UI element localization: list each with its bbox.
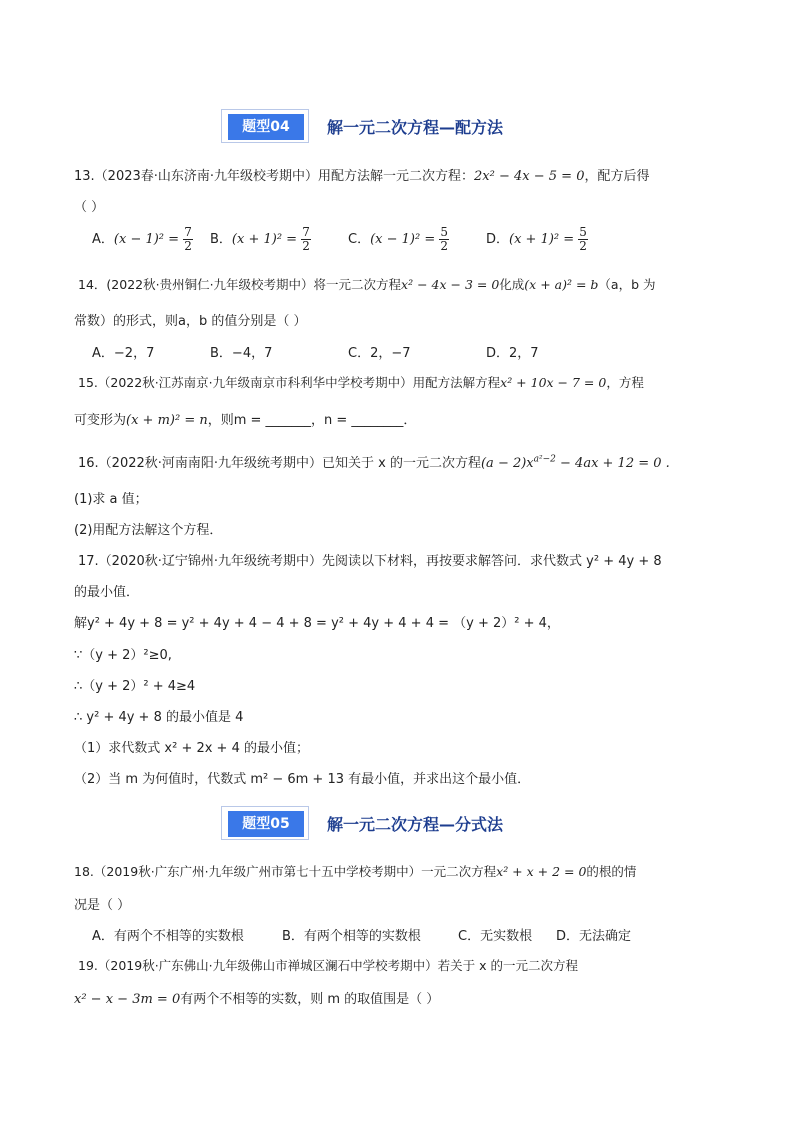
question-13-stem: 13.（2023春·山东济南·九年级校考期中）用配方法解一元二次方程：2x² − 4x − 5 = 0，配方后得 xyxy=(74,169,650,184)
question-17-sub1: （1）求代数式 x² + 2x + 4 的最小值； xyxy=(74,741,309,756)
question-18-line2: 况是（ ） xyxy=(74,898,131,913)
question-17-solution-2: ∵（y + 2）²≥0, xyxy=(74,648,172,663)
q18-option-b: B．有两个相等的实数根 xyxy=(282,929,421,944)
section-badge-label: 题型04 xyxy=(228,114,304,140)
q13-option-a: A．(x − 1)² = $\frac{7}{2}$ xyxy=(92,225,192,253)
q14-option-c: C．2，−7 xyxy=(348,346,411,361)
question-17-solution-1: 解y² + 4y + 8 = y² + 4y + 4 − 4 + 8 = y² + 4y + 4 + 4 = （y + 2）² + 4， xyxy=(74,616,560,631)
q18-option-a: A．有两个不相等的实数根 xyxy=(92,929,244,944)
question-17-sub2: （2）当 m 为何值时，代数式 m² − 6m + 13 有最小值，并求出这个最小值． xyxy=(74,772,531,787)
question-16-stem: 16.（2022秋·河南南阳·九年级统考期中）已知关于 x 的一元二次方程$(a - 2)x^{a^2-2} - 4ax + 12 = 0$ . xyxy=(78,454,670,471)
section-badge xyxy=(221,109,309,143)
question-14-line2: 常数）的形式，则a，b 的值分别是（ ） xyxy=(74,314,307,329)
question-13-paren: （ ） xyxy=(74,200,105,215)
question-17-stem: 17.（2020秋·辽宁锦州·九年级统考期中）先阅读以下材料，再按要求解答问．求代数式 y² + 4y + 8 xyxy=(78,554,662,569)
q14-option-d: D．2，7 xyxy=(486,346,539,361)
q14-option-a: A．−2，7 xyxy=(92,346,155,361)
question-17-solution-4: ∴ y² + 4y + 8 的最小值是 4 xyxy=(74,710,244,725)
q13-option-c: C．(x − 1)² = $\frac{5}{2}$ xyxy=(348,225,448,253)
q13-option-d: D．(x + 1)² = $\frac{5}{2}$ xyxy=(486,225,587,253)
question-14-stem: 14．(2022秋·贵州铜仁·九年级校考期中）将一元二次方程x² − 4x − 3 = 0化成(x + a)² = b（a，b 为 xyxy=(78,277,656,292)
section-title: 解一元二次方程—配方法 xyxy=(327,118,504,137)
q18-option-d: D．无法确定 xyxy=(556,929,632,944)
section-badge xyxy=(221,806,309,840)
section-banner-05 xyxy=(221,806,581,840)
section-banner-04 xyxy=(221,109,581,143)
q18-option-c: C．无实数根 xyxy=(458,929,533,944)
question-15-line2: 可变形为(x + m)² = n，则m = _______，n = ________． xyxy=(74,413,417,428)
section-title: 解一元二次方程—分式法 xyxy=(327,815,504,834)
question-16-sub2: (2)用配方法解这个方程． xyxy=(74,523,223,538)
question-16-sub1: (1)求 a 值； xyxy=(74,492,148,507)
question-15-stem: 15.（2022秋·江苏南京·九年级南京市科利华中学校考期中）用配方法解方程x² + 10x − 7 = 0，方程 xyxy=(78,375,644,390)
question-19-stem: 19.（2019秋·广东佛山·九年级佛山市禅城区澜石中学校考期中）若关于 x 的一元二次方程 xyxy=(78,958,578,973)
q14-option-b: B．−4，7 xyxy=(210,346,273,361)
question-18-stem: 18.（2019秋·广东广州·九年级广州市第七十五中学校考期中）一元二次方程x² + x + 2 = 0的根的情 xyxy=(74,864,637,879)
question-17-line2: 的最小值． xyxy=(74,585,140,600)
section-badge-label: 题型05 xyxy=(228,811,304,837)
question-19-line2: x² − x − 3m = 0有两个不相等的实数，则 m 的取值围是（ ） xyxy=(74,992,440,1007)
q13-option-b: B．(x + 1)² = $\frac{7}{2}$ xyxy=(210,225,310,253)
question-17-solution-3: ∴（y + 2）² + 4≥4 xyxy=(74,679,196,694)
